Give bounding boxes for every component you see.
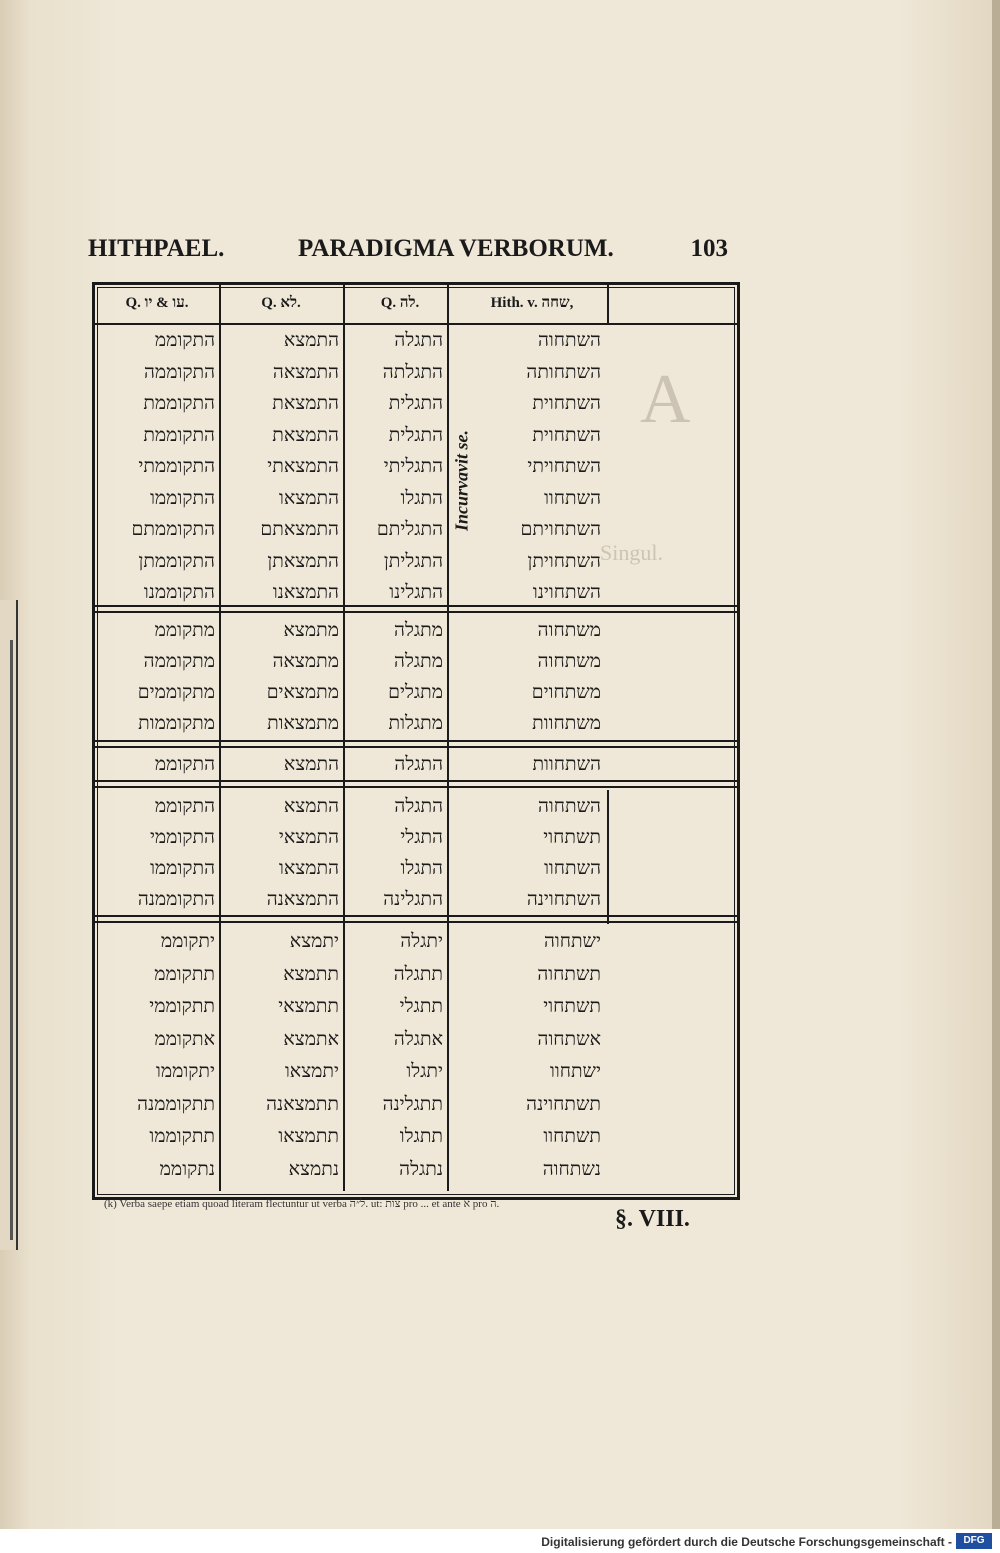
imperativus-col2 (223, 791, 339, 915)
futurum-col2 (223, 925, 339, 1185)
verb-form: תשתחוינה (526, 1092, 601, 1115)
right-page-edge (992, 0, 1000, 1553)
participium-col1 (99, 615, 215, 739)
verb-form: השתחוית (532, 392, 601, 414)
verb-form: התגלה (394, 329, 443, 351)
verb-form: מתמצאה (272, 650, 339, 672)
verb-form: התגליתם (376, 518, 443, 540)
section-rule (95, 611, 737, 613)
verb-form: נשתחוה (542, 1157, 601, 1180)
column-rule (343, 285, 345, 1191)
verb-form: מתקוממ (154, 619, 215, 641)
section-rule (95, 915, 737, 917)
verb-form: מתקוממים (137, 681, 215, 703)
verb-form: התגלינו (389, 581, 443, 603)
verb-form: התקוממי (149, 826, 215, 848)
verb-form: יתגלו (406, 1060, 443, 1082)
participium-col4 (481, 615, 601, 739)
verb-form: התקוממנו (143, 581, 215, 603)
verb-form: התמצאנה (266, 888, 339, 910)
verb-form: נתקוממ (159, 1157, 215, 1180)
verb-form: תשתחוה (537, 962, 601, 985)
infinitivus-col4 (481, 749, 601, 779)
verb-form: יתגלה (400, 930, 443, 952)
verb-form: התגלינה (383, 888, 443, 910)
futurum-col3 (347, 925, 443, 1185)
verb-form: התקוממה (144, 360, 215, 383)
verb-form: תתמצאנה (266, 1092, 339, 1115)
imperativus-col4 (481, 791, 601, 915)
infinitivus-col1 (99, 749, 215, 779)
verb-form: התמצאת (272, 423, 339, 446)
verb-form: תתגלה (393, 962, 443, 985)
imperativus-col1 (99, 791, 215, 915)
verb-form: השתחוו (544, 486, 601, 509)
futurum-col4 (481, 925, 601, 1185)
header-col4: Hith. v. שחה, (490, 295, 574, 311)
verb-form: מתמצאים (266, 681, 339, 703)
verb-form: תתמצאו (278, 1125, 339, 1147)
verb-form: התקוממתן (138, 549, 215, 572)
verb-form: התגלי (400, 826, 443, 848)
verb-form: נתמצא (288, 1157, 339, 1180)
verb-form: התמצא (283, 795, 339, 817)
running-head-title: PARADIGMA VERBORUM. (298, 235, 614, 262)
section-rule (95, 921, 737, 923)
verb-form: השתחותה (526, 360, 601, 383)
left-page-edge-line (10, 640, 13, 1240)
verb-form: התמצאתם (260, 518, 339, 540)
header-col2: Q. לא. (261, 295, 301, 311)
verb-form: התקוממו (150, 857, 215, 879)
header-col3: Q. לה. (380, 295, 420, 311)
verb-form: ישתחוה (543, 930, 601, 952)
verb-form: השתחוה (537, 329, 601, 351)
verb-form: השתחוה (537, 795, 601, 817)
verb-form: מתקוממה (143, 650, 215, 672)
page-number: 103 (690, 235, 728, 262)
section-rule (95, 746, 737, 748)
verb-form: התגליתן (383, 549, 443, 572)
verb-form: תתגלי (399, 995, 443, 1017)
verb-form: התמצא (283, 329, 339, 351)
verb-form: התקוממו (150, 486, 215, 509)
verb-form: התגלה (394, 753, 443, 775)
verb-form: תתקוממו (149, 1125, 215, 1147)
verb-form: תתמצא (283, 962, 339, 985)
verb-form: התמצאה (272, 360, 339, 383)
verb-form: מתגלים (388, 681, 443, 703)
verb-form: משתחוות (532, 712, 601, 734)
praeteritum-col2 (223, 325, 339, 609)
verb-form: מתמצאות (267, 712, 339, 734)
running-head-left: HITHPAEL. (88, 235, 225, 262)
verb-form: משתחוה (537, 619, 601, 641)
bleed-through-text: A (640, 361, 691, 438)
vertical-gloss (447, 405, 477, 565)
verb-form: יתמצאו (284, 1060, 339, 1082)
verb-form: אתקוממ (154, 1027, 215, 1050)
verb-form: יתקוממו (156, 1060, 215, 1082)
section-mark: §. VIII. (615, 1206, 690, 1232)
praeteritum-col4 (481, 325, 601, 609)
verb-form: משתחוה (537, 650, 601, 672)
verb-form: אתגלה (393, 1027, 443, 1050)
vertical-gloss-text: Incurvavit se. (451, 430, 472, 531)
column-rule (607, 790, 609, 924)
verb-form: השתחויתי (527, 455, 601, 477)
verb-form: התקוממת (143, 423, 215, 446)
verb-form: התמצאת (272, 392, 339, 414)
verb-form: התגלית (388, 392, 443, 414)
verb-form: התמצאו (279, 857, 339, 879)
verb-form: מתגלה (394, 619, 443, 641)
verb-form: יתמצא (289, 930, 339, 952)
verb-form: אשתחוה (537, 1027, 601, 1050)
verb-form: השתחוו (544, 857, 601, 879)
verb-form: התגליתי (383, 455, 443, 477)
verb-form: התקוממתם (131, 518, 215, 540)
verb-form: מתגלה (394, 650, 443, 672)
infinitivus-col2 (223, 749, 339, 779)
verb-form: התגלה (394, 795, 443, 817)
digitization-note: Digitalisierung gefördert durch die Deutsche Forschungsgemeinschaft - (541, 1535, 952, 1549)
bleed-through-text: Singul. (600, 540, 663, 565)
praeteritum-col1 (99, 325, 215, 609)
verb-form: השתחוית (532, 423, 601, 446)
verb-form: תתקוממנה (137, 1092, 215, 1115)
verb-form: השתחוינו (532, 581, 601, 603)
verb-form: התקוממ (154, 795, 215, 817)
section-rule (95, 786, 737, 788)
verb-form: התגלו (400, 486, 443, 509)
futurum-col1 (99, 925, 215, 1185)
verb-form: תתגלינה (382, 1092, 443, 1115)
verb-form: נתגלה (399, 1157, 443, 1180)
header-col1: Q. עו & יו. (125, 295, 189, 311)
verb-form: תתמצאי (278, 995, 339, 1017)
verb-form: התגלתה (382, 360, 443, 383)
verb-form: משתחוים (531, 681, 601, 703)
verb-form: התמצאתן (267, 549, 339, 572)
table-header-row (95, 285, 737, 325)
verb-form: תשתחוי (543, 995, 601, 1017)
verb-form: תתקוממ (154, 962, 215, 985)
participium-col3 (347, 615, 443, 739)
section-rule (95, 740, 737, 742)
verb-form: התגלו (400, 857, 443, 879)
imperativus-col3 (347, 791, 443, 915)
dfg-logo: DFG (956, 1533, 992, 1549)
verb-form: התמצאתי (267, 455, 339, 477)
digitization-footer (0, 1529, 1000, 1553)
verb-form: תשתחוי (543, 826, 601, 848)
verb-form: השתחוינה (526, 888, 601, 910)
verb-form: ישתחוו (550, 1060, 601, 1082)
verb-form: מתמצא (283, 619, 339, 641)
column-rule (607, 285, 609, 323)
verb-form: יתקוממ (160, 930, 215, 952)
verb-form: תתקוממי (149, 995, 215, 1017)
verb-form: התמצאי (278, 826, 339, 848)
infinitivus-col3 (347, 749, 443, 779)
verb-form: מתגלות (388, 712, 443, 734)
verb-form: התגלית (388, 423, 443, 446)
verb-form: השתחויתם (520, 518, 601, 540)
verb-form: התקוממ (154, 329, 215, 351)
column-rule (219, 285, 221, 1191)
verb-form: מתקוממות (138, 712, 215, 734)
verb-form: תתגלו (399, 1125, 443, 1147)
verb-form: התקוממת (143, 392, 215, 414)
verb-form: התקוממנה (137, 888, 215, 910)
verb-form: השתחוות (532, 753, 601, 775)
participium-col2 (223, 615, 339, 739)
verb-form: התמצאנו (272, 581, 339, 603)
paradigm-table (92, 282, 740, 1200)
verb-form: התקוממתי (138, 455, 215, 477)
verb-form: תשתחוו (543, 1125, 601, 1147)
verb-form: התמצאו (279, 486, 339, 509)
verb-form: התקוממ (154, 753, 215, 775)
left-page-edge (0, 600, 18, 1250)
verb-form: השתחויתן (527, 549, 601, 572)
running-head (88, 235, 728, 271)
footnote: (k) Verba saepe etiam quoad literam flectuntur ut verba ל״ה. ut: צות pro ... et ante א pro ה. (104, 1198, 500, 1210)
praeteritum-col3 (347, 325, 443, 609)
section-rule (95, 780, 737, 782)
verb-form: התמצא (283, 753, 339, 775)
verb-form: אתמצא (283, 1027, 339, 1050)
